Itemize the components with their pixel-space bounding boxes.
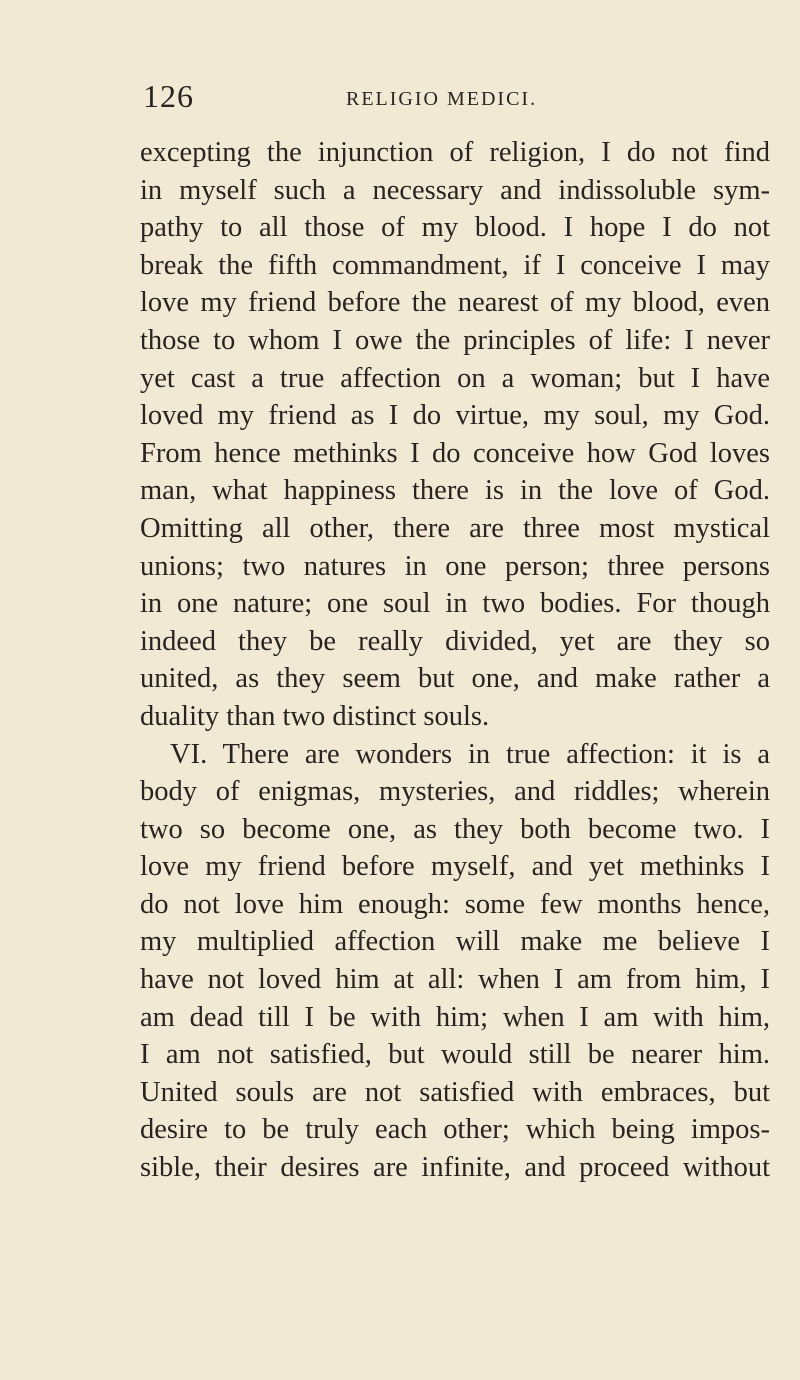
text-line: break the fifth commandment, if I conceive I may <box>140 249 770 281</box>
text-line: those to whom I owe the principles of life: I never <box>140 324 770 356</box>
body-text <box>140 134 770 1187</box>
text-line: United souls are not satisfied with embraces, but <box>140 1076 770 1108</box>
text-line: excepting the injunction of religion, I do not find <box>140 137 770 168</box>
text-line: desire to be truly each other; which being impos- <box>140 1114 770 1146</box>
text-line: sible, their desires are infinite, and proceed without <box>140 1152 770 1184</box>
text-line: love my friend before the nearest of my blood, even <box>140 287 770 319</box>
text-line: I am not satisfied, but would still be nearer him. <box>140 1039 770 1071</box>
text-line: man, what happiness there is in the love of God. <box>140 475 770 507</box>
text-line: unions; two natures in one person; three persons <box>140 550 770 582</box>
text-line: am dead till I be with him; when I am with him, <box>140 1001 770 1033</box>
text-line: loved my friend as I do virtue, my soul, my God. <box>140 400 770 432</box>
section-start-line: VI. There are wonders in true affection: it is a <box>170 738 770 770</box>
text-line: have not loved him at all: when I am from him, I <box>140 964 770 996</box>
text-line: body of enigmas, mysteries, and riddles; wherein <box>140 776 770 808</box>
text-line: my multiplied affection will make me believe I <box>140 926 770 958</box>
page-number: 126 <box>143 78 194 114</box>
text-line: in myself such a necessary and indissoluble sym- <box>140 174 770 206</box>
text-line: yet cast a true affection on a woman; but I have <box>140 362 770 394</box>
page-header <box>0 78 800 118</box>
text-line: in one nature; one soul in two bodies. For though <box>140 588 770 620</box>
running-head: RELIGIO MEDICI. <box>346 88 538 110</box>
text-line: two so become one, as they both become two. I <box>140 813 770 845</box>
text-line: do not love him enough: some few months hence, <box>140 888 770 920</box>
text-line: pathy to all those of my blood. I hope I do not <box>140 212 770 244</box>
text-line: love my friend before myself, and yet methinks I <box>140 851 770 883</box>
text-line: From hence methinks I do conceive how God loves <box>140 437 770 469</box>
text-line: Omitting all other, there are three most mystical <box>140 512 770 544</box>
text-line: indeed they be really divided, yet are they so <box>140 625 770 657</box>
paragraph-last-line: duality than two distinct souls. <box>140 700 490 732</box>
text-line: united, as they seem but one, and make rather a <box>140 663 770 695</box>
